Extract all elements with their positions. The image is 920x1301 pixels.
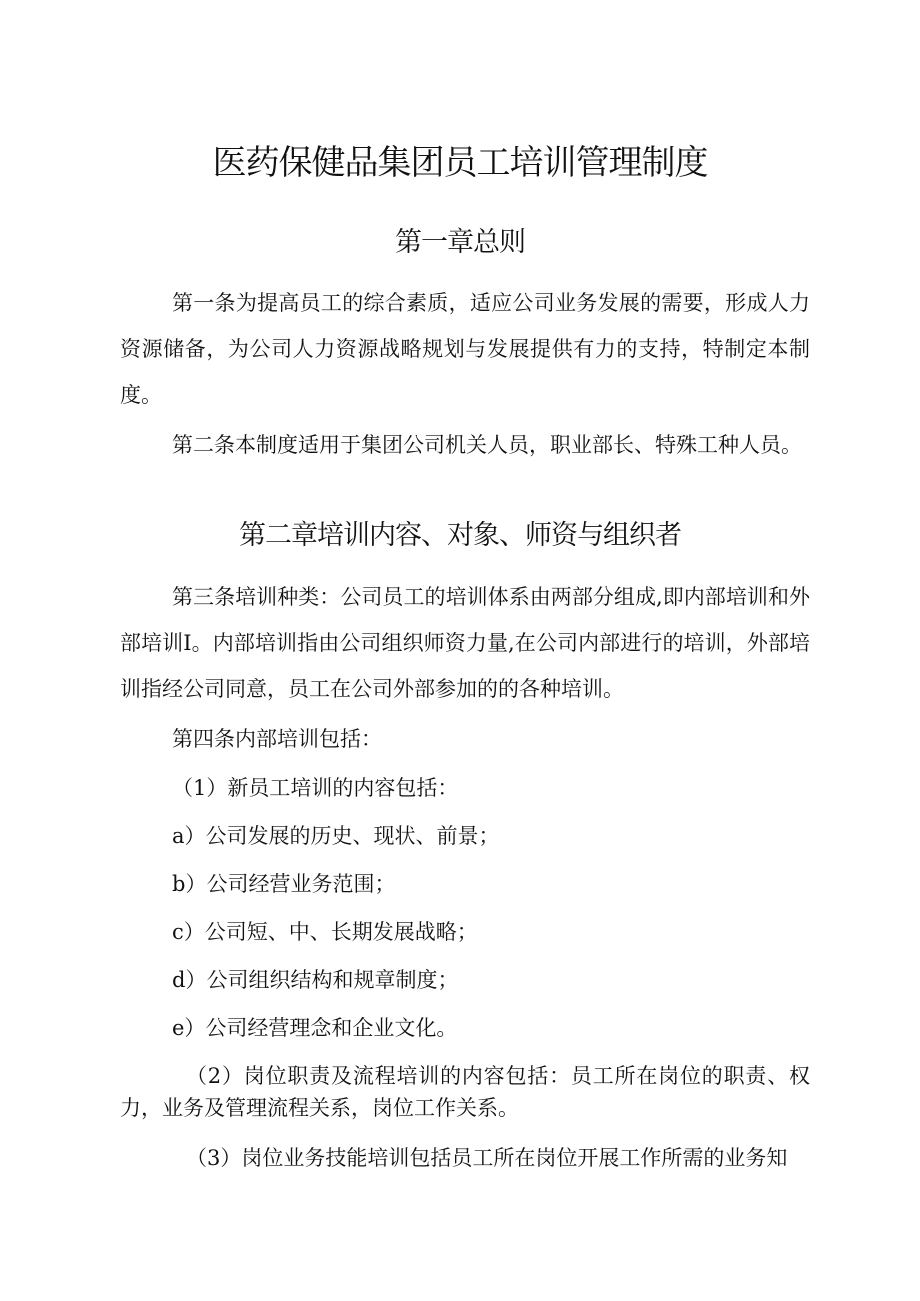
article-paragraph: 第二条本制度适用于集团公司机关人员，职业部长、特殊工种人员。 [172,433,802,457]
list-item: e）公司经营理念和企业文化。 [172,1016,458,1040]
sub-clause: （3）岗位业务技能培训包括员工所在岗位开展工作所需的业务知 [186,1146,788,1170]
list-item: a）公司发展的历史、现状、前景； [172,824,500,848]
article-paragraph: 第一条为提高员工的综合素质，适应公司业务发展的需要，形成人力资源储备，为公司人力资源战略规划与发展提供有力的支持，特制定本制度。 [120,291,810,407]
article-paragraph: 第三条培训种类：公司员工的培训体系由两部分组成,即内部培训和外部培训Ⅰ。内部培训指由公司组织师资力量,在公司内部进行的培训，外部培训指经公司同意，员工在公司外部参加的的各种培训。 [120,585,810,701]
sub-clause: （2）岗位职责及流程培训的内容包括：员工所在岗位的职责、权力，业务及管理流程关系，岗位工作关系。 [120,1064,810,1120]
sub-clause: （1）新员工培训的内容包括： [172,776,459,800]
document-title: 医药保健品集团员工培训管理制度 [212,143,708,183]
chapter-heading: 第二章培训内容、对象、师资与组织者 [239,520,681,551]
list-item: c）公司短、中、长期发展战略； [172,920,478,944]
list-item: d）公司组织结构和规章制度； [172,968,459,992]
list-item: b）公司经营业务范围； [172,872,396,896]
article-paragraph: 第四条内部培训包括： [172,727,382,751]
chapter-heading: 第一章总则 [395,227,525,258]
